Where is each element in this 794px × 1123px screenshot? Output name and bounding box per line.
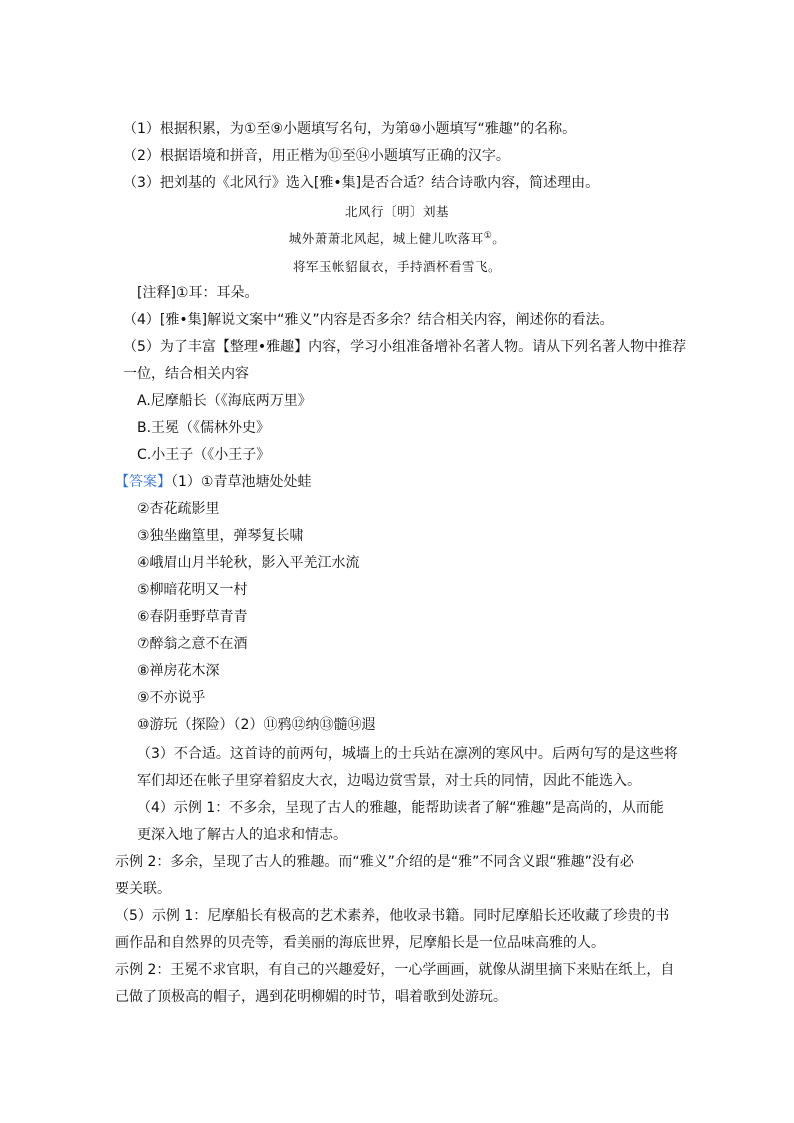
question-2: （2）根据语境和拼音，用正楷为⑪至⑭小题填写正确的汉字。	[123, 148, 510, 164]
answer-4-line-2: 更深入地了解古人的追求和情志。	[137, 827, 347, 843]
answer-5-line-2: 画作品和自然界的贝壳等，看美丽的海底世界，尼摩船长是一位品味高雅的人。	[115, 935, 605, 951]
answer-1-item: ③独坐幽篁里，弹琴复长啸	[137, 528, 304, 544]
answer-4-example-2-line-1: 示例 2：多余，呈现了古人的雅趣。而“雅义”介绍的是“雅”不同含义跟“雅趣”没有必	[115, 854, 634, 870]
answer-4-line-1: （4）示例 1：不多余，呈现了古人的雅趣，能帮助读者了解“雅趣”是高尚的，从而能	[137, 800, 664, 816]
answer-3-line-1: （3）不合适。这首诗的前两句，城墙上的士兵站在凛冽的寒风中。后两句写的是这些将	[137, 746, 678, 762]
question-1: （1）根据积累，为①至⑨小题填写名句，为第⑩小题填写“雅趣”的名称。	[123, 121, 577, 137]
answer-label: 【答案】	[115, 474, 171, 490]
option-b: B.王冕（《儒林外史》	[137, 420, 271, 436]
answer-5-example-2-line-1: 示例 2：王冕不求官职，有自己的兴趣爱好，一心学画画，就像从湖里摘下来贴在纸上，自	[115, 962, 675, 978]
answer-1-item: ⑧禅房花木深	[137, 663, 220, 679]
answer-1-last: ⑩游玩（探险）（2）⑪鸦⑫纳⑬髓⑭遐	[137, 717, 376, 733]
answer-1-item: ⑥春阴垂野草青青	[137, 609, 248, 625]
answer-5-example-2-line-2: 己做了顶极高的帽子，遇到花明柳媚的时节，唱着歌到处游玩。	[115, 989, 507, 1005]
answer-1-first	[115, 472, 311, 492]
poem-line-2: 将军玉帐貂鼠衣，手持酒杯看雪飞。	[292, 259, 501, 274]
poem-title: 北风行〔明〕刘基	[344, 204, 449, 219]
question-4: （4）[雅•集]解说文案中“雅义”内容是否多余？结合相关内容，阐述你的看法。	[123, 312, 614, 328]
answer-1-item: ④峨眉山月半轮秋，影入平羌江水流	[137, 555, 360, 571]
answer-1-first-text: （1）①青草池塘处处蛙	[171, 474, 312, 490]
poem-line-1	[0, 230, 794, 248]
poem-line-1-end: 。	[492, 231, 506, 246]
poem-line-1-text: 城外萧萧北风起，城上健儿吹落耳	[288, 231, 484, 246]
option-a: A.尼摩船长（《海底两万里》	[137, 393, 312, 409]
answer-5-line-1: （5）示例 1：尼摩船长有极高的艺术素养，他收录书籍。同时尼摩船长还收藏了珍贵的书	[115, 908, 670, 924]
answer-3-line-2: 军们却还在帐子里穿着貂皮大衣，边喝边赏雪景，对士兵的同情，因此不能选入。	[137, 773, 641, 789]
question-3: （3）把刘基的《北风行》选入[雅•集]是否合适？结合诗歌内容，简述理由。	[123, 175, 600, 191]
option-c: C.小王子（《小王子》	[137, 447, 271, 463]
answer-1-item: ②杏花疏影里	[137, 501, 220, 517]
answer-1-item: ⑦醉翁之意不在酒	[137, 636, 248, 652]
answer-4-example-2-line-2: 要关联。	[115, 881, 171, 897]
annotation-note: [注释]①耳：耳朵。	[137, 285, 259, 301]
answer-1-item: ⑨不亦说乎	[137, 690, 206, 706]
poem-line-1-note-marker: ①	[483, 230, 493, 241]
question-5-line-2: 一位，结合相关内容	[123, 366, 249, 382]
question-5-line-1: （5）为了丰富【整理•雅趣】内容，学习小组准备增补名著人物。请从下列名著人物中推荐	[123, 339, 687, 355]
answer-1-item: ⑤柳暗花明又一村	[137, 582, 248, 598]
